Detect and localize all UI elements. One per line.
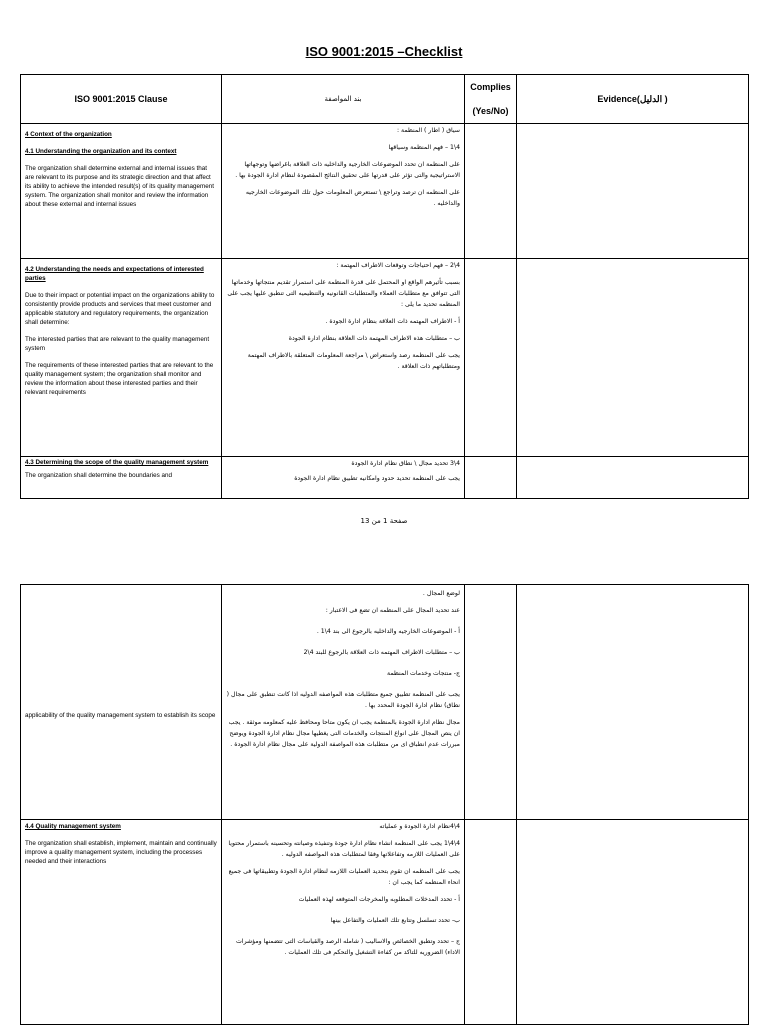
clause-heading: 4.1 Understanding the organization and its context (25, 148, 177, 155)
arabic-text: أ - تحدد المدخلات المطلوبه والمخرجات المتوقعه لهذه العمليات (298, 896, 460, 903)
arabic-text: ب – متطلبات الاطراف المهتمه ذات العلاقة بالرجوع للبند 4\2 (303, 649, 460, 656)
complies-cell[interactable] (465, 124, 517, 259)
clause-heading: 4 Context of the organization (25, 131, 112, 138)
arabic-text: عند تحديد المجال على المنظمه ان تضع فى الاعتبار : (325, 607, 460, 614)
arabic-text: أ - الاطراف المهتمه ذات العلاقة بنظام ادارة الجودة . (325, 318, 460, 325)
checklist-table-page2 (20, 584, 749, 1025)
clause-cell (21, 259, 222, 457)
arabic-text: على المنظمه ان ترصد وتراجع \ تستعرض المعلومات حول تلك الموضوعات الخارجيه والداخليه . (245, 189, 460, 207)
arabic-text: ب – متطلبات هذه الاطراف المهتمة ذات العلاقة بنظام ادارة الجودة (288, 335, 460, 342)
arabic-text: ب- تحدد تسلسل وتتابع تلك العمليات والتفاعل بينها (330, 917, 460, 924)
clause-cell (21, 457, 222, 499)
complies-cell[interactable] (465, 585, 517, 820)
table-row (21, 124, 749, 259)
evidence-cell[interactable] (517, 124, 749, 259)
arabic-text: على المنظمة ان تحدد الموضوعات الخارجية والداخليه ذات العلاقة باغراضها وتوجهاتها الاستراتيجية والتى تؤثر على قدرتها على تحقيق النتائج المقصودة لنظام ادارة الجودة بها . (235, 161, 460, 179)
arabic-text: يجب على المنظمة تطبيق جميع متطلبات هذه المواصفه الدوليه اذا كانت تنطبق على مجال ( نطاق) نظام ادارة الجودة المحدد بها . (226, 691, 460, 709)
clause-text: Due to their impact or potential impact on the organizations ability to consistently provide products and services that meet customer and applicable statutory and regulatory requirements, the organization shall determine: (25, 292, 215, 326)
arabic-text: سياق ( اطار ) المنظمة : (396, 127, 460, 134)
page-footer: صفحة 1 من 13 (360, 517, 408, 525)
arabic-clause-cell (222, 820, 465, 1025)
header-arabic-clause: بند المواصفة (222, 75, 465, 124)
table-row (21, 259, 749, 457)
clause-text: The requirements of these interested parties that are relevant to the quality management system; the organization shall monitor and review the information about these interested parties and their relevant requirements (25, 362, 214, 396)
evidence-cell[interactable] (517, 457, 749, 499)
arabic-clause-cell (222, 457, 465, 499)
arabic-text: بسبب تأثيرهم الواقع او المحتمل على قدرة المنظمة على استمرار تقديم منتجاتها وخدماتها التى تتوافق مع متطلبات العملاء والمتطلبات القانونيه والتنظيميه التى تنطبق عليها يجب على المنظمه تحديد ما يلى : (227, 279, 460, 308)
arabic-clause-cell (222, 124, 465, 259)
complies-cell[interactable] (465, 259, 517, 457)
checklist-table-page1 (20, 74, 749, 499)
document-title: ISO 9001:2015 –Checklist (305, 44, 463, 59)
clause-text: The organization shall establish, implement, maintain and continually improve a quality management system, including the processes needed and their interactions (25, 840, 217, 865)
clause-heading: 4.4 Quality management system (25, 823, 121, 830)
arabic-text: لوضع المجال . (422, 590, 460, 597)
table-row (21, 820, 749, 1025)
arabic-text: أ - الموضوعات الخارجيه والداخليه بالرجوع الى بند 4\1 . (316, 628, 460, 635)
clause-text: The interested parties that are relevant to the quality management system (25, 336, 210, 352)
arabic-clause-cell (222, 585, 465, 820)
arabic-text: 4\4\1 يجب على المنظمة انشاء نظام ادارة جودة وتنفيذه وصيانته وتحسينه باستمرار محتويا على العمليات اللازمه وتفاعلاتها وفقا لمتطلبات هذه المواصفه الدوليه . (228, 840, 460, 858)
table-row (21, 457, 749, 499)
evidence-cell[interactable] (517, 259, 749, 457)
header-evidence: Evidence(الدليل ) (517, 75, 749, 124)
complies-cell[interactable] (465, 457, 517, 499)
evidence-cell[interactable] (517, 585, 749, 820)
clause-cell (21, 585, 222, 820)
arabic-text: 4\3 تحديد مجال \ نطاق نظام ادارة الجودة (351, 460, 460, 467)
clause-text: The organization shall determine the boundaries and (25, 472, 173, 479)
arabic-text: 4\2 – فهم احتياجات وتوقعات الاطراف المهتمة : (336, 262, 460, 269)
arabic-text: 4\1 – فهم المنظمة وسياقها (388, 144, 460, 151)
arabic-text: مجال نظام ادارة الجودة بالمنظمة يجب ان يكون متاحا ومحافظ عليه كمعلومه موثقة . يجب ان ينص المجال على انواع المنتجات والخدمات التى يغطيها مجال نظام ادارة الجودة ويوضح مبررات عدم انطباق اى من متطلبات هذه المواصفة الدولية على مجال نظام ادارة الجودة . (228, 719, 460, 748)
clause-heading: 4.3 Determining the scope of the quality management system (25, 459, 209, 466)
arabic-clause-cell (222, 259, 465, 457)
header-complies (465, 75, 517, 124)
clause-text: The organization shall determine external and internal issues that are relevant to its purpose and its strategic direction and that affect its ability to achieve the intended result(s) of its quality management system. The organization shall monitor and review the information about these external and internal issues (25, 165, 215, 208)
table-row (21, 585, 749, 820)
clause-text: applicability of the quality management system to establish its scope (25, 711, 216, 719)
clause-cell (21, 820, 222, 1025)
header-complies-line1: Complies (470, 82, 511, 92)
header-clause: ISO 9001:2015 Clause (21, 75, 222, 124)
header-complies-line2: (Yes/No) (472, 106, 509, 116)
arabic-text: ج – تحدد وتطبق الخصائص والاساليب ( شامله الرصد والقياسات التى تتضمنها ومؤشرات الاداء) الضروريه للتاكد من كفاءة التشغيل والتحكم فى تلك العمليات . (236, 938, 460, 956)
clause-cell (21, 124, 222, 259)
arabic-text: ج- منتجات وخدمات المنظمة (387, 670, 460, 677)
arabic-text: يجب على المنظمة تحديد حدود وامكانيه تطبيق نظام ادارة الجودة (294, 475, 460, 482)
clause-heading: 4.2 Understanding the needs and expectations of interested parties (25, 266, 204, 282)
evidence-cell[interactable] (517, 820, 749, 1025)
arabic-text: يجب على المنظمه ان تقوم بتحديد العمليات اللازمه لنظام ادارة الجودة وتطبيقاتها فى جميع انحاء المنظمه كما يجب ان : (228, 868, 460, 886)
arabic-text: يجب على المنظمة رصد واستعراض \ مراجعة المعلومات المتعلقة بالاطراف المهتمة ومتطلباتهم ذات العلاقة . (247, 352, 460, 370)
complies-cell[interactable] (465, 820, 517, 1025)
arabic-text: 4\4نظام ادارة الجودة و عملياته (379, 823, 460, 830)
